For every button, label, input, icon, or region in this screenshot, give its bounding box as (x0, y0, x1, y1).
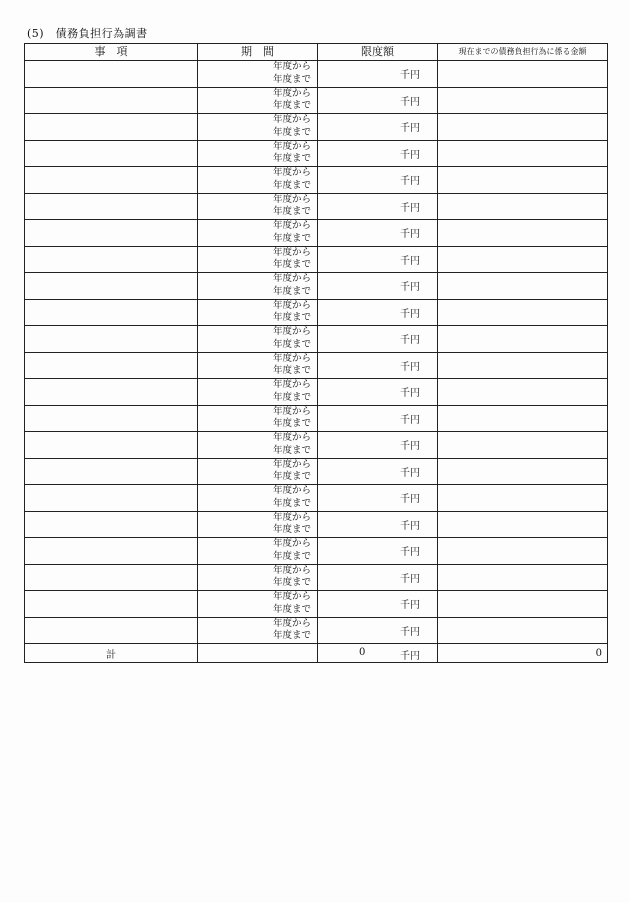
current-amount-cell[interactable] (438, 140, 608, 167)
current-amount-cell[interactable] (438, 193, 608, 220)
period-from-label: 年度から (272, 485, 311, 497)
item-cell[interactable] (25, 61, 198, 88)
period-to-label: 年度まで (272, 418, 311, 430)
period-from-label: 年度から (272, 591, 311, 603)
current-amount-cell[interactable] (438, 617, 608, 644)
period-cell[interactable] (198, 564, 318, 591)
period-cell[interactable] (198, 511, 318, 538)
period-cell[interactable] (198, 140, 318, 167)
period-to-label: 年度まで (272, 259, 311, 271)
current-amount-cell[interactable] (438, 538, 608, 565)
debt-obligation-table (24, 43, 608, 663)
current-amount-cell[interactable] (438, 273, 608, 300)
limit-cell[interactable]: 千円 (318, 220, 438, 247)
period-to-label: 年度まで (272, 338, 311, 350)
item-cell[interactable] (25, 299, 198, 326)
item-cell[interactable] (25, 273, 198, 300)
period-from-label: 年度から (272, 167, 311, 179)
item-cell[interactable] (25, 114, 198, 141)
current-amount-cell[interactable] (438, 299, 608, 326)
period-to-label: 年度まで (272, 550, 311, 562)
period-to-label: 年度まで (272, 206, 311, 218)
period-cell[interactable] (198, 114, 318, 141)
item-cell[interactable] (25, 591, 198, 618)
period-to-label: 年度まで (272, 126, 311, 138)
limit-cell[interactable]: 千円 (318, 352, 438, 379)
table-row (25, 405, 608, 432)
limit-cell[interactable]: 千円 (318, 432, 438, 459)
current-amount-cell[interactable] (438, 167, 608, 194)
period-to-label: 年度まで (272, 179, 311, 191)
current-amount-cell[interactable] (438, 326, 608, 353)
period-cell[interactable] (198, 405, 318, 432)
limit-cell[interactable]: 千円 (318, 511, 438, 538)
period-cell[interactable] (198, 61, 318, 88)
limit-cell[interactable]: 千円 (318, 564, 438, 591)
period-to-label: 年度まで (272, 497, 311, 509)
table-body (25, 61, 608, 644)
item-cell[interactable] (25, 432, 198, 459)
current-amount-cell[interactable] (438, 220, 608, 247)
total-limit-unit: 千円 (400, 651, 420, 662)
item-cell[interactable] (25, 87, 198, 114)
item-cell[interactable] (25, 485, 198, 512)
limit-cell[interactable]: 千円 (318, 405, 438, 432)
limit-cell[interactable]: 千円 (318, 485, 438, 512)
item-cell[interactable] (25, 458, 198, 485)
period-cell[interactable] (198, 193, 318, 220)
item-cell[interactable] (25, 405, 198, 432)
table-row (25, 379, 608, 406)
table-row (25, 538, 608, 565)
table-row (25, 220, 608, 247)
item-cell[interactable] (25, 220, 198, 247)
period-cell[interactable] (198, 246, 318, 273)
current-amount-cell[interactable] (438, 458, 608, 485)
current-amount-cell[interactable] (438, 114, 608, 141)
table-row (25, 511, 608, 538)
period-cell[interactable] (198, 352, 318, 379)
period-to-label: 年度まで (272, 285, 311, 297)
period-to-label: 年度まで (272, 312, 311, 324)
period-to-label: 年度まで (272, 577, 311, 589)
period-from-label: 年度から (272, 326, 311, 338)
table-row (25, 352, 608, 379)
limit-cell[interactable]: 千円 (318, 617, 438, 644)
item-cell[interactable] (25, 167, 198, 194)
table-row (25, 246, 608, 273)
period-from-label: 年度から (272, 299, 311, 311)
period-cell[interactable] (198, 617, 318, 644)
period-from-label: 年度から (272, 538, 311, 550)
period-from-label: 年度から (272, 511, 311, 523)
item-cell[interactable] (25, 326, 198, 353)
period-to-label: 年度まで (272, 153, 311, 165)
period-cell[interactable] (198, 220, 318, 247)
limit-cell[interactable]: 千円 (318, 458, 438, 485)
table-row (25, 114, 608, 141)
current-amount-cell[interactable] (438, 432, 608, 459)
period-to-label: 年度まで (272, 73, 311, 85)
item-cell[interactable] (25, 352, 198, 379)
current-amount-cell[interactable] (438, 511, 608, 538)
table-row (25, 432, 608, 459)
limit-cell[interactable]: 千円 (318, 299, 438, 326)
header-limit: 限度額 (318, 44, 438, 61)
period-from-label: 年度から (272, 405, 311, 417)
period-to-label: 年度まで (272, 603, 311, 615)
period-to-label: 年度まで (272, 524, 311, 536)
limit-cell[interactable]: 千円 (318, 591, 438, 618)
header-item: 事 項 (25, 44, 198, 61)
period-from-label: 年度から (272, 61, 311, 73)
period-cell[interactable] (198, 458, 318, 485)
current-amount-cell[interactable] (438, 61, 608, 88)
table-row (25, 193, 608, 220)
limit-cell[interactable]: 千円 (318, 538, 438, 565)
period-from-label: 年度から (272, 564, 311, 576)
period-from-label: 年度から (272, 352, 311, 364)
period-to-label: 年度まで (272, 100, 311, 112)
table-row (25, 61, 608, 88)
total-row (25, 644, 608, 663)
period-to-label: 年度まで (272, 232, 311, 244)
limit-cell[interactable]: 千円 (318, 61, 438, 88)
period-cell[interactable] (198, 167, 318, 194)
current-amount-cell[interactable] (438, 405, 608, 432)
total-limit-value: 0 (359, 647, 366, 658)
period-from-label: 年度から (272, 114, 311, 126)
item-cell[interactable] (25, 511, 198, 538)
total-label: 計 (25, 644, 198, 663)
table-row (25, 458, 608, 485)
current-amount-cell[interactable] (438, 87, 608, 114)
item-cell[interactable] (25, 193, 198, 220)
current-amount-cell[interactable] (438, 246, 608, 273)
period-from-label: 年度から (272, 432, 311, 444)
total-current-amount[interactable]: 0 (438, 644, 608, 663)
limit-cell[interactable]: 千円 (318, 193, 438, 220)
limit-cell[interactable]: 千円 (318, 114, 438, 141)
item-cell[interactable] (25, 246, 198, 273)
period-cell[interactable] (198, 538, 318, 565)
period-cell[interactable] (198, 432, 318, 459)
period-cell[interactable] (198, 87, 318, 114)
item-cell[interactable] (25, 564, 198, 591)
item-cell[interactable] (25, 140, 198, 167)
table-row (25, 326, 608, 353)
period-from-label: 年度から (272, 379, 311, 391)
current-amount-cell[interactable] (438, 352, 608, 379)
current-amount-cell[interactable] (438, 591, 608, 618)
page-title: (5) 債務負担行為調書 (27, 27, 148, 40)
current-amount-cell[interactable] (438, 485, 608, 512)
period-from-label: 年度から (272, 458, 311, 470)
limit-cell[interactable]: 千円 (318, 379, 438, 406)
header-period: 期 間 (198, 44, 318, 61)
period-cell[interactable] (198, 299, 318, 326)
limit-cell[interactable]: 千円 (318, 140, 438, 167)
total-limit-cell[interactable] (318, 644, 438, 663)
item-cell[interactable] (25, 617, 198, 644)
item-cell[interactable] (25, 538, 198, 565)
period-to-label: 年度まで (272, 630, 311, 642)
table-row (25, 140, 608, 167)
table-row (25, 591, 608, 618)
table-header-row (25, 44, 608, 61)
period-from-label: 年度から (272, 193, 311, 205)
period-cell[interactable] (198, 485, 318, 512)
table-row (25, 273, 608, 300)
period-to-label: 年度まで (272, 391, 311, 403)
period-from-label: 年度から (272, 87, 311, 99)
period-from-label: 年度から (272, 220, 311, 232)
period-to-label: 年度まで (272, 471, 311, 483)
period-to-label: 年度まで (272, 444, 311, 456)
period-from-label: 年度から (272, 617, 311, 629)
limit-cell[interactable]: 千円 (318, 246, 438, 273)
table-row (25, 617, 608, 644)
period-to-label: 年度まで (272, 365, 311, 377)
period-from-label: 年度から (272, 273, 311, 285)
header-current-amount: 現在までの債務負担行為に係る金額 (438, 44, 608, 61)
period-cell[interactable] (198, 273, 318, 300)
limit-cell[interactable]: 千円 (318, 87, 438, 114)
limit-cell[interactable]: 千円 (318, 326, 438, 353)
current-amount-cell[interactable] (438, 379, 608, 406)
period-from-label: 年度から (272, 246, 311, 258)
item-cell[interactable] (25, 379, 198, 406)
table-row (25, 299, 608, 326)
table-row (25, 485, 608, 512)
limit-cell[interactable]: 千円 (318, 273, 438, 300)
table-row (25, 564, 608, 591)
table-row (25, 167, 608, 194)
table-row (25, 87, 608, 114)
total-period[interactable] (198, 644, 318, 663)
current-amount-cell[interactable] (438, 564, 608, 591)
period-cell[interactable] (198, 379, 318, 406)
limit-cell[interactable]: 千円 (318, 167, 438, 194)
period-from-label: 年度から (272, 140, 311, 152)
period-cell[interactable] (198, 591, 318, 618)
period-cell[interactable] (198, 326, 318, 353)
